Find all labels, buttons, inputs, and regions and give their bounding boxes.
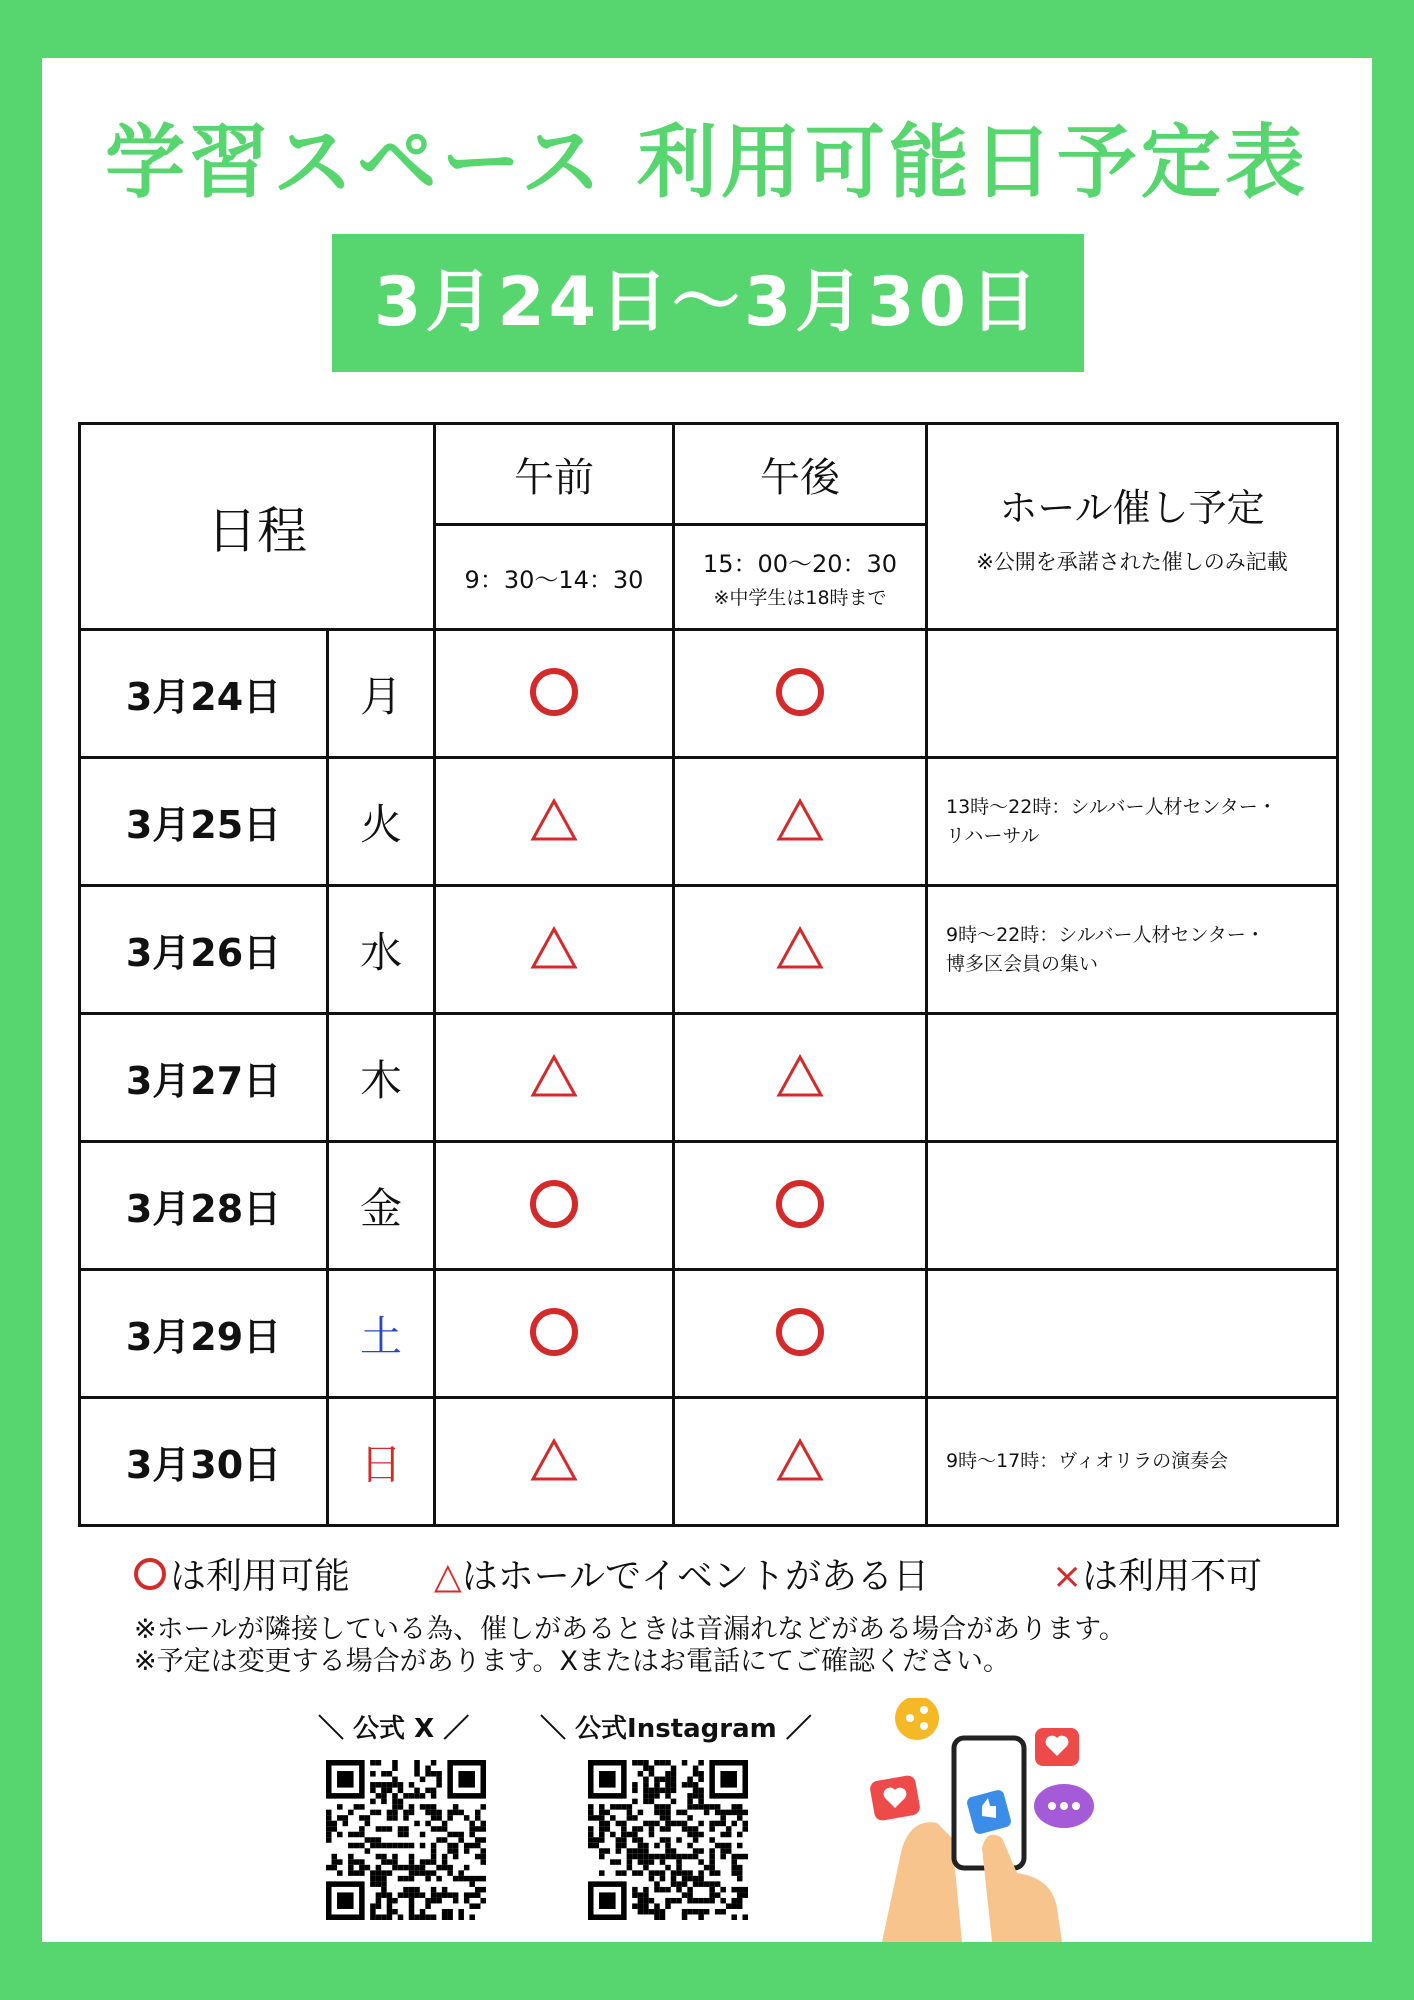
header-hall-note: ※公開を承諾された催しのみ記載 [976,550,1288,574]
circle-mark-icon [776,1180,824,1228]
header-pm: 午後 [674,424,927,525]
row-hall-event [927,630,1338,758]
row-weekday: 日 [328,1398,435,1526]
triangle-mark-icon [530,926,578,970]
header-hall [927,424,1338,630]
triangle-mark-icon [530,1438,578,1482]
row-weekday: 月 [328,630,435,758]
circle-mark-icon [134,1558,166,1590]
note-line: ※予定は変更する場合があります。Xまたはお電話にてご確認ください。 [134,1646,1010,1677]
triangle-mark-icon [530,798,578,842]
row-weekday: 土 [328,1270,435,1398]
event-line: 博多区会員の集い [946,952,1099,975]
triangle-mark-icon [776,926,824,970]
row-pm-status [674,1142,927,1270]
row-hall-event [927,1142,1338,1270]
triangle-mark-icon [530,1054,578,1098]
event-line: 9時～22時：シルバー人材センター・ [946,923,1265,946]
row-hall-event [927,758,1338,886]
qr-instagram-label: ＼ 公式Instagram ／ [540,1714,812,1744]
header-hall-title: ホール催し予定 [999,486,1265,530]
phone-social-illustration-icon [842,1698,1142,1942]
circle-mark-icon [776,1308,824,1356]
qr-x-label: ＼ 公式 X ／ [318,1714,470,1744]
header-am: 午前 [435,424,674,525]
row-date: 3月25日 [80,758,328,886]
row-pm-status [674,1270,927,1398]
table-row [80,1142,1338,1270]
poster-sheet [42,58,1372,1942]
row-weekday: 木 [328,1014,435,1142]
table-row [80,630,1338,758]
circle-mark-icon [530,1180,578,1228]
row-am-status [435,1014,674,1142]
event-line: 9時～17時：ヴィオリラの演奏会 [946,1450,1229,1472]
circle-mark-icon [776,668,824,716]
row-pm-status [674,758,927,886]
table-row [80,1398,1338,1526]
row-am-status [435,1142,674,1270]
row-pm-status [674,886,927,1014]
table-row [80,1270,1338,1398]
row-date: 3月27日 [80,1014,328,1142]
row-date: 3月24日 [80,630,328,758]
date-range-banner: 3月24日～3月30日 [332,234,1084,372]
row-hall-event [927,1014,1338,1142]
triangle-mark-icon [776,1438,824,1482]
row-pm-status [674,1014,927,1142]
table-row [80,886,1338,1014]
header-pm-time-cell [674,525,927,630]
legend-available: は利用可能 [134,1548,350,1599]
triangle-mark-icon: △ [434,1556,462,1597]
row-date: 3月28日 [80,1142,328,1270]
note-line: ※ホールが隣接している為、催しがあるときは音漏れなどがある場合があります。 [134,1614,1126,1645]
legend [42,1548,1372,1598]
event-line: 13時～22時：シルバー人材センター・ [946,795,1277,818]
row-pm-status [674,1398,927,1526]
row-am-status [435,758,674,886]
row-pm-status [674,630,927,758]
circle-mark-icon [530,668,578,716]
row-am-status [435,1270,674,1398]
legend-event: △はホールでイベントがある日 [434,1556,929,1597]
row-date: 3月26日 [80,886,328,1014]
circle-mark-icon [530,1308,578,1356]
header-schedule: 日程 [80,424,435,630]
header-pm-time: 15：00～20：30 [702,550,898,578]
row-hall-event [927,886,1338,1014]
row-hall-event [927,1398,1338,1526]
schedule-table [78,422,1339,1527]
row-am-status [435,886,674,1014]
qr-code-instagram-icon[interactable] [588,1760,748,1920]
row-date: 3月30日 [80,1398,328,1526]
notes [134,1614,1334,1678]
table-row [80,758,1338,886]
header-pm-note: ※中学生は18時まで [713,587,887,609]
event-line: リハーサル [946,824,1040,847]
row-weekday: 金 [328,1142,435,1270]
cross-mark-icon: × [1052,1556,1083,1597]
row-hall-event [927,1270,1338,1398]
legend-unavailable: ×は利用不可 [1052,1556,1263,1597]
row-am-status [435,630,674,758]
qr-code-x-icon[interactable] [326,1760,486,1920]
triangle-mark-icon [776,798,824,842]
header-am-time: 9：30～14：30 [435,525,674,630]
table-row [80,1014,1338,1142]
row-date: 3月29日 [80,1270,328,1398]
row-weekday: 火 [328,758,435,886]
page-title: 学習スペース 利用可能日予定表 [105,116,1309,209]
row-weekday: 水 [328,886,435,1014]
triangle-mark-icon [776,1054,824,1098]
row-am-status [435,1398,674,1526]
